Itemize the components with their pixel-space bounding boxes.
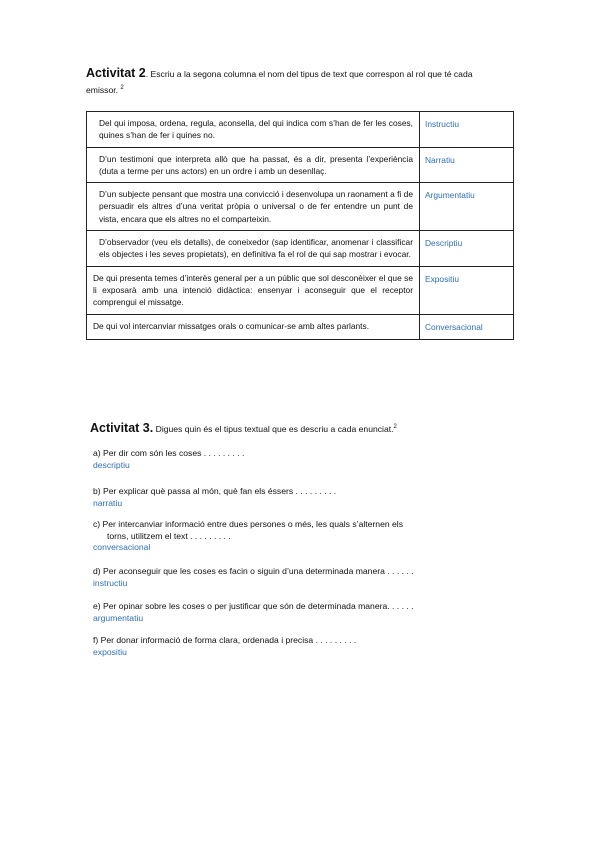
question-text: a) Per dir com són les coses . . . . . . . . . <box>93 448 245 458</box>
activity3-label: Activitat 3. <box>90 421 154 435</box>
answer-text: narratiu <box>93 497 123 508</box>
question-text: d) Per aconseguir que les coses es facin o siguin d’una determinada manera . . . . . . <box>93 566 414 576</box>
activity2-heading <box>86 66 506 97</box>
answer-text: conversacional <box>93 542 151 552</box>
activity2-instruction: . Escriu a la segona columna el nom del tipus de text que correspon al rol que té cada emissor. <box>86 69 473 95</box>
text-type-answer: Descriptiu <box>420 231 514 267</box>
role-description: Del qui imposa, ordena, regula, aconsella, del qui indica com s’han de fer les coses, quines s’han de fer i quines no. <box>87 112 420 148</box>
answer-text: argumentatiu <box>93 612 144 623</box>
question-text: c) Per intercanviar informació entre dues persones o més, les quals s’alternen els <box>93 519 404 529</box>
question-text-continued: torns, utilitzem el text . . . . . . . . . <box>107 530 231 541</box>
answer-text: descriptiu <box>93 459 130 470</box>
table-row <box>87 266 514 314</box>
table-row <box>87 147 514 183</box>
activity3-instruction: Digues quin és el tipus textual que es descriu a cada enunciat. <box>153 424 394 434</box>
activity3-heading <box>90 421 510 435</box>
question-text: e) Per opinar sobre les coses o per justificar que són de determinada manera. . . . . . <box>93 601 414 611</box>
question-text: f) Per donar informació de forma clara, ordenada i precisa . . . . . . . . . <box>93 635 357 645</box>
role-description: D’un testimoni que interpreta allò que ha passat, és a dir, presenta l’experiència (duta a terme per uns actors) en un ordre i amb un desenllaç. <box>87 147 420 183</box>
table-row <box>87 183 514 231</box>
activity2-label: Activitat 2 <box>86 66 146 80</box>
question-text: b) Per explicar què passa al món, què fan els éssers . . . . . . . . . <box>93 486 337 496</box>
text-type-answer: Instructiu <box>420 112 514 148</box>
table-row <box>87 231 514 267</box>
role-description: De qui vol intercanviar missatges orals o comunicar-se amb altes parlants. <box>87 314 420 339</box>
text-type-answer: Narratiu <box>420 147 514 183</box>
answer-text: instructiu <box>93 577 128 588</box>
role-description: De qui presenta temes d’interès general per a un públic que sol desconèixer el que se li exposarà amb una intenció didàctica: ensenyar i aconseguir que el receptor comprengui el missatge. <box>87 266 420 314</box>
activity2-table <box>86 111 514 340</box>
list-item <box>93 519 513 554</box>
text-type-answer: Argumentatiu <box>420 183 514 231</box>
list-item <box>93 486 513 509</box>
text-type-answer: Expositiu <box>420 266 514 314</box>
list-item <box>93 566 513 589</box>
list-item <box>93 448 513 471</box>
list-item <box>93 601 513 624</box>
text-type-answer: Conversacional <box>420 314 514 339</box>
role-description: D’un subjecte pensant que mostra una convicció i desenvolupa un raonament a fi de persuadir els altres d’una veritat pròpia o universal o de fer entendre un punt de vista, encara que els altres no el comparteixin. <box>87 183 420 231</box>
table-row <box>87 112 514 148</box>
role-description: D’observador (veu els detalls), de coneixedor (sap identificar, anomenar i classificar els objectes i les seves propietats), en definitiva fa el rol de qui sap mostrar i evocar. <box>87 231 420 267</box>
activity3-footnote: 2 <box>393 424 397 431</box>
table-row <box>87 314 514 339</box>
activity2-footnote: 2 <box>120 85 124 91</box>
list-item <box>93 635 513 658</box>
answer-text: expositiu <box>93 646 127 657</box>
